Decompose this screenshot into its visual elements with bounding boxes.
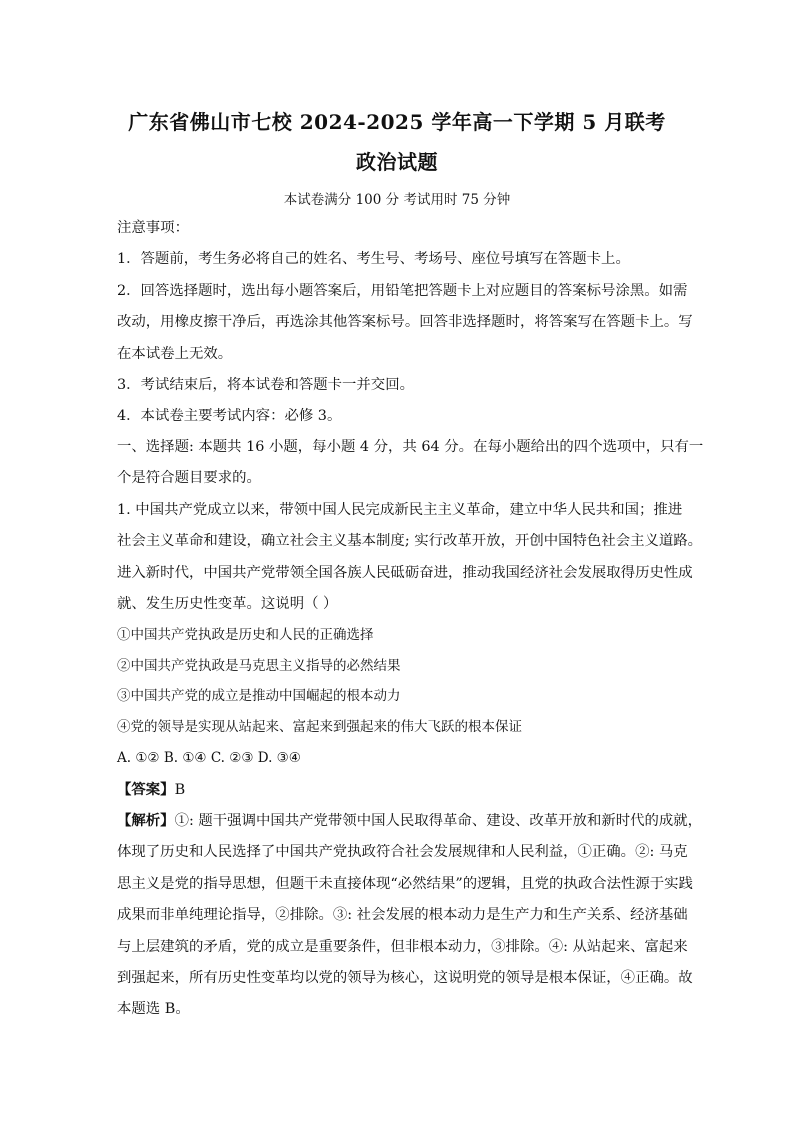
note-line: 3．考试结束后，将本试卷和答题卡一并交回。 xyxy=(117,377,414,393)
analysis-text: 本题选 B。 xyxy=(117,1001,190,1017)
question-stem-line: 就、发生历史性变革。这说明（ ） xyxy=(117,596,338,612)
question-stem-line: 社会主义革命和建设，确立社会主义基本制度; 实行改革开放，开创中国特色社会主义道路。 xyxy=(117,533,703,549)
section-heading: 一、选择题: 本题共 16 小题，每小题 4 分，共 64 分。在每小题给出的四个选项中，只有一 xyxy=(117,439,704,455)
analysis-text: 思主义是党的指导思想，但题干未直接体现“必然结果”的逻辑，且党的执政合法性源于实践 xyxy=(117,876,693,892)
document-subject-title: 政治试题 xyxy=(356,150,438,174)
question-stem-line: 1. 中国共产党成立以来，带领中国人民完成新民主主义革命，建立中华人民共和国；推进 xyxy=(117,502,683,518)
note-line: 在本试卷上无效。 xyxy=(117,346,233,362)
analysis-label: 【解析】 xyxy=(117,812,175,829)
answer-value: B xyxy=(174,782,186,798)
notes-heading: 注意事项： xyxy=(117,220,189,236)
statement-option: ③中国共产党的成立是推动中国崛起的根本动力 xyxy=(117,688,401,704)
note-line: 2．回答选择题时，选出每小题答案后，用铅笔把答题卡上对应题目的答案标号涂黑。如需 xyxy=(117,283,688,299)
note-line: 4．本试卷主要考试内容：必修 3。 xyxy=(117,408,342,424)
analysis-text: 与上层建筑的矛盾，党的成立是重要条件，但非根本动力，③排除。④: 从站起来、富起来 xyxy=(117,939,688,955)
analysis-text: 成果而非单纯理论指导，②排除。③: 社会发展的根本动力是生产力和生产关系、经济基础 xyxy=(117,907,688,923)
analysis-text: 到强起来，所有历史性变革均以党的领导为核心，这说明党的领导是根本保证，④正确。故 xyxy=(117,970,693,986)
note-line: 1．答题前，考生务必将自己的姓名、考生号、考场号、座位号填写在答题卡上。 xyxy=(117,251,630,267)
statement-option: ④党的领导是实现从站起来、富起来到强起来的伟大飞跃的根本保证 xyxy=(117,719,522,735)
question-stem-line: 进入新时代，中国共产党带领全国各族人民砥砺奋进，推动我国经济社会发展取得历史性成 xyxy=(117,565,693,581)
analysis-line xyxy=(117,811,703,831)
analysis-text: ①: 题干强调中国共产党带领中国人民取得革命、建设、改革开放和新时代的成就， xyxy=(174,813,703,829)
note-line: 改动，用橡皮擦干净后，再选涂其他答案标号。回答非选择题时，将答案写在答题卡上。写 xyxy=(117,314,693,330)
document-title: 广东省佛山市七校 2024-2025 学年高一下学期 5 月联考 xyxy=(128,110,666,134)
answer-choices: A. ①② B. ①④ C. ②③ D. ③④ xyxy=(117,750,301,766)
analysis-text: 体现了历史和人民选择了中国共产党执政符合社会发展规律和人民利益，①正确。②: 马克 xyxy=(117,844,688,860)
exam-info: 本试卷满分 100 分 考试用时 75 分钟 xyxy=(283,192,511,208)
statement-option: ①中国共产党执政是历史和人民的正确选择 xyxy=(117,627,374,643)
section-heading-cont: 个是符合题目要求的。 xyxy=(117,470,261,486)
answer-label: 【答案】 xyxy=(117,781,175,798)
statement-option: ②中国共产党执政是马克思主义指导的必然结果 xyxy=(117,658,401,674)
answer-line xyxy=(117,780,677,800)
